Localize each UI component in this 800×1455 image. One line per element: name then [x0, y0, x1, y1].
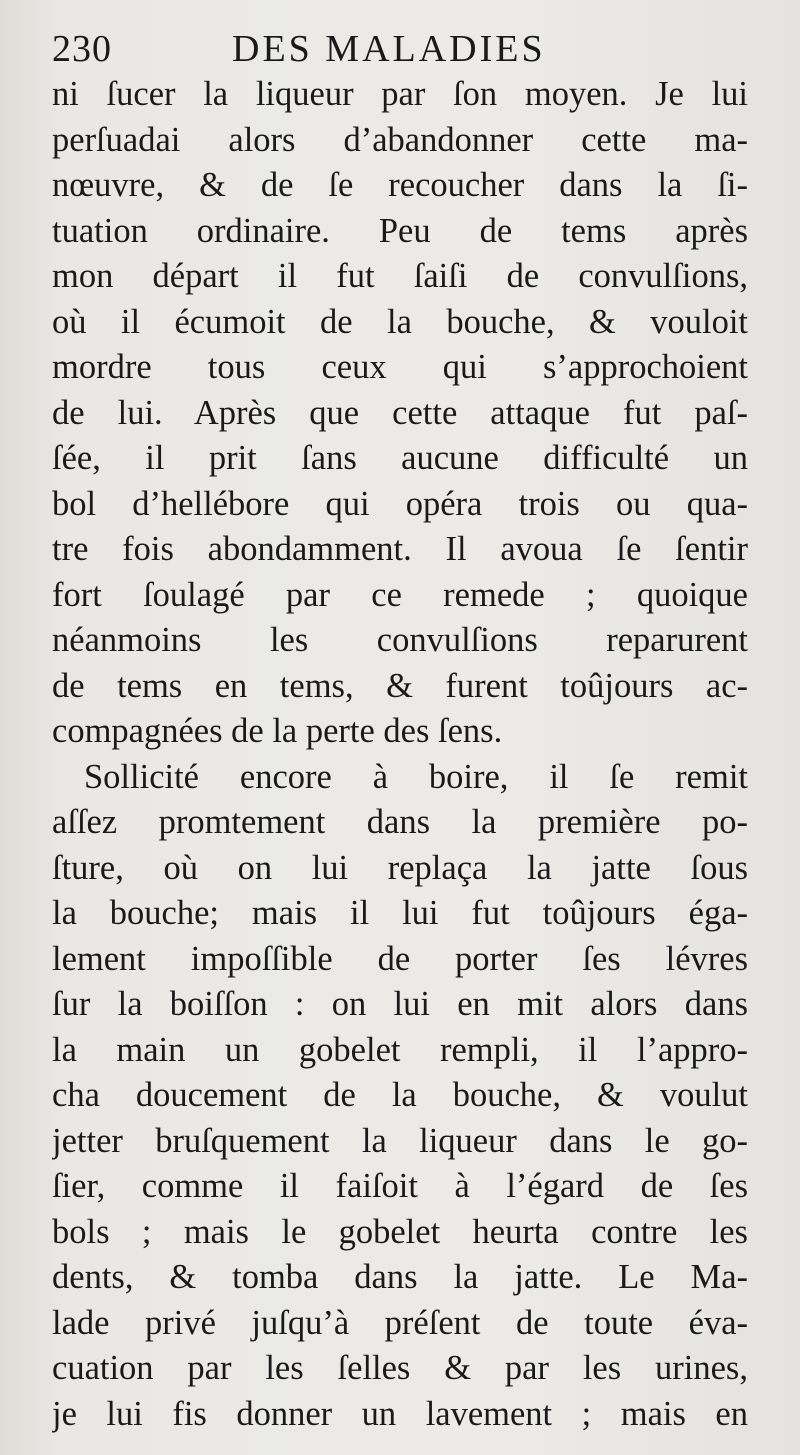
text-line: je lui fis donner un lavement ; mais en — [52, 1394, 748, 1433]
text-line: aſſez promtement dans la première po- — [52, 803, 748, 841]
text-line: de tems en tems, & furent toûjours ac- — [52, 666, 748, 705]
text-line: néanmoins les convulſions reparurent — [52, 621, 748, 659]
text-line: jetter bruſquement la liqueur dans le go- — [52, 1121, 748, 1160]
page-number: 230 — [52, 28, 112, 70]
text-line: mon départ il fut ſaiſi de convulſions, — [52, 257, 748, 295]
text-line: ſée, il prit ſans aucune difficulté un — [52, 439, 748, 477]
text-line: fort ſoulagé par ce remede ; quoique — [52, 575, 748, 614]
text-line: perſuadai alors d’abandonner cette ma- — [52, 120, 748, 159]
text-line: ſture, où on lui replaça la jatte ſous — [52, 848, 748, 887]
text-line: bols ; mais le gobelet heurta contre les — [52, 1212, 748, 1251]
text-line: où il écumoit de la bouche, & vouloit — [52, 302, 748, 341]
text-line: nœuvre, & de ſe recoucher dans la ſi- — [52, 166, 748, 204]
text-line: mordre tous ceux qui s’approchoient — [52, 348, 748, 386]
text-line: ſur la boiſſon : on lui en mit alors dans — [52, 985, 748, 1023]
text-line: compagnées de la perte des ſens. — [52, 712, 503, 750]
text-line: Sollicité encore à boire, il ſe remit — [84, 757, 748, 796]
running-head — [52, 26, 760, 72]
text-line: lade privé juſqu’à préſent de toute éva- — [52, 1303, 748, 1342]
text-line: la bouche; mais il lui fut toûjours éga- — [52, 894, 748, 932]
text-line: dents, & tomba dans la jatte. Le Ma- — [52, 1258, 748, 1296]
text-line: cha doucement de la bouche, & voulut — [52, 1076, 748, 1114]
text-line: ſier, comme il faiſoit à l’égard de ſes — [52, 1167, 748, 1205]
body-text — [52, 72, 748, 1437]
text-line: cuation par les ſelles & par les urines, — [52, 1349, 748, 1387]
text-line: tuation ordinaire. Peu de tems après — [52, 211, 748, 250]
text-line: de lui. Après que cette attaque fut paſ- — [52, 393, 748, 432]
text-line: lement impoſſible de porter ſes lévres — [52, 939, 748, 978]
text-line: ni ſucer la liqueur par ſon moyen. Je lui — [52, 75, 748, 113]
text-line: bol d’hellébore qui opéra trois ou qua- — [52, 484, 748, 523]
paragraph-2 — [52, 755, 748, 1438]
paragraph-1 — [52, 72, 748, 755]
running-title: DES MALADIES — [232, 28, 546, 70]
text-line: la main un gobelet rempli, il l’appro- — [52, 1030, 748, 1069]
text-line: tre fois abondamment. Il avoua ſe ſentir — [52, 530, 748, 568]
